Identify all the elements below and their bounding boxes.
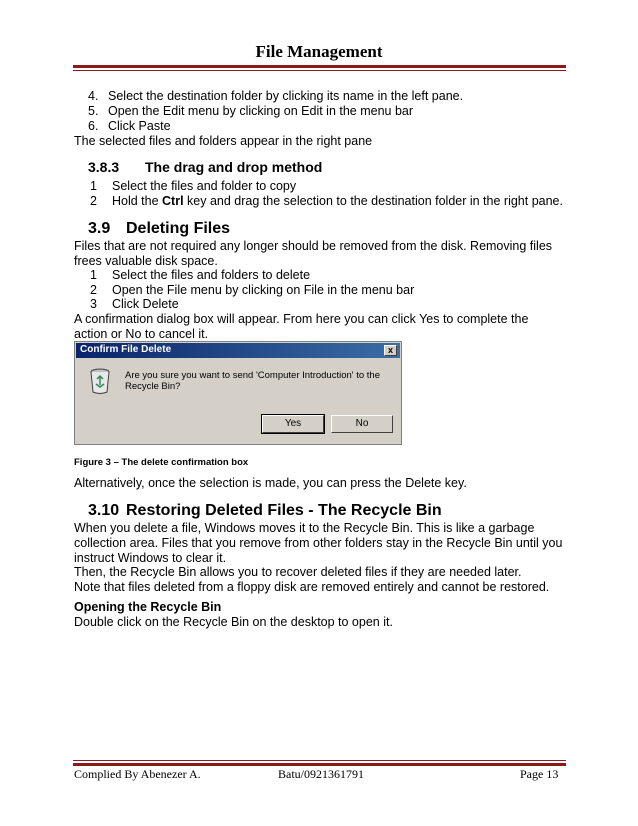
dialog-title: Confirm File Delete (80, 344, 172, 355)
step-number: 2 (90, 194, 97, 208)
step-text-post: key and drag the selection to the destination folder in the right pane. (183, 194, 563, 208)
paragraph: frees valuable disk space. (74, 254, 218, 268)
confirm-delete-dialog (74, 341, 402, 445)
footer-contact: Batu/0921361791 (278, 767, 364, 781)
step-number: 4. (88, 89, 99, 103)
page-number: Page 13 (520, 767, 559, 781)
footer-rule (73, 760, 566, 761)
no-button[interactable]: No (331, 415, 393, 433)
paragraph: Alternatively, once the selection is made, you can press the Delete key. (74, 476, 467, 490)
step-text: Click Paste (108, 119, 171, 133)
step-text: Select the files and folder to copy (112, 179, 297, 193)
paragraph: Files that are not required any longer should be removed from the disk. Removing files (74, 239, 553, 253)
step-text (112, 194, 563, 209)
step-number: 3 (90, 297, 97, 311)
paragraph: collection area. Files that you remove from other folders stay in the Recycle Bin until you (74, 536, 563, 550)
paragraph: The selected files and folders appear in the right pane (74, 134, 373, 148)
section-number: 3.9 (88, 220, 111, 237)
subheading: Opening the Recycle Bin (74, 600, 222, 614)
figure-caption: Figure 3 – The delete confirmation box (74, 457, 249, 468)
paragraph: action or No to cancel it. (74, 327, 209, 341)
paragraph: When you delete a file, Windows moves it to the Recycle Bin. This is like a garbage (74, 521, 535, 535)
footer-rule-thick (73, 763, 566, 766)
section-heading: Deleting Files (126, 220, 231, 237)
step-text-pre: Hold the (112, 194, 163, 208)
ctrl-key-label: Ctrl (162, 194, 184, 208)
step-number: 2 (90, 283, 97, 297)
recycle-bin-icon (89, 368, 111, 394)
step-text: Open the Edit menu by clicking on Edit in the menu bar (108, 104, 414, 118)
paragraph: Note that files deleted from a floppy disk are removed entirely and cannot be restored. (74, 580, 550, 594)
dialog-titlebar[interactable] (76, 343, 400, 358)
paragraph: instruct Windows to clear it. (74, 551, 227, 565)
section-heading: The drag and drop method (145, 159, 323, 175)
step-text: Click Delete (112, 297, 179, 311)
step-number: 1 (90, 179, 97, 193)
step-text: Open the File menu by clicking on File in the menu bar (112, 283, 415, 297)
close-icon[interactable]: x (384, 345, 397, 356)
paragraph: Double click on the Recycle Bin on the desktop to open it. (74, 615, 393, 629)
section-heading: Restoring Deleted Files - The Recycle Bin (126, 502, 442, 519)
footer-author: Complied By Abenezer A. (74, 767, 201, 781)
paragraph: Then, the Recycle Bin allows you to recover deleted files if they are needed later. (74, 565, 522, 579)
header-rule-thin (73, 70, 566, 71)
step-text: Select the destination folder by clicking its name in the left pane. (108, 89, 464, 103)
step-number: 5. (88, 104, 99, 118)
step-text: Select the files and folders to delete (112, 268, 311, 282)
step-number: 6. (88, 119, 99, 133)
header-rule (73, 65, 566, 68)
section-number: 3.10 (88, 502, 120, 519)
step-number: 1 (90, 268, 97, 282)
dialog-message: Are you sure you want to send 'Computer Introduction' to the Recycle Bin? (125, 370, 380, 392)
paragraph: A confirmation dialog box will appear. From here you can click Yes to complete the (74, 312, 529, 326)
yes-button[interactable]: Yes (262, 415, 324, 433)
section-number: 3.8.3 (88, 159, 120, 175)
page-header-title: File Management (255, 42, 383, 61)
